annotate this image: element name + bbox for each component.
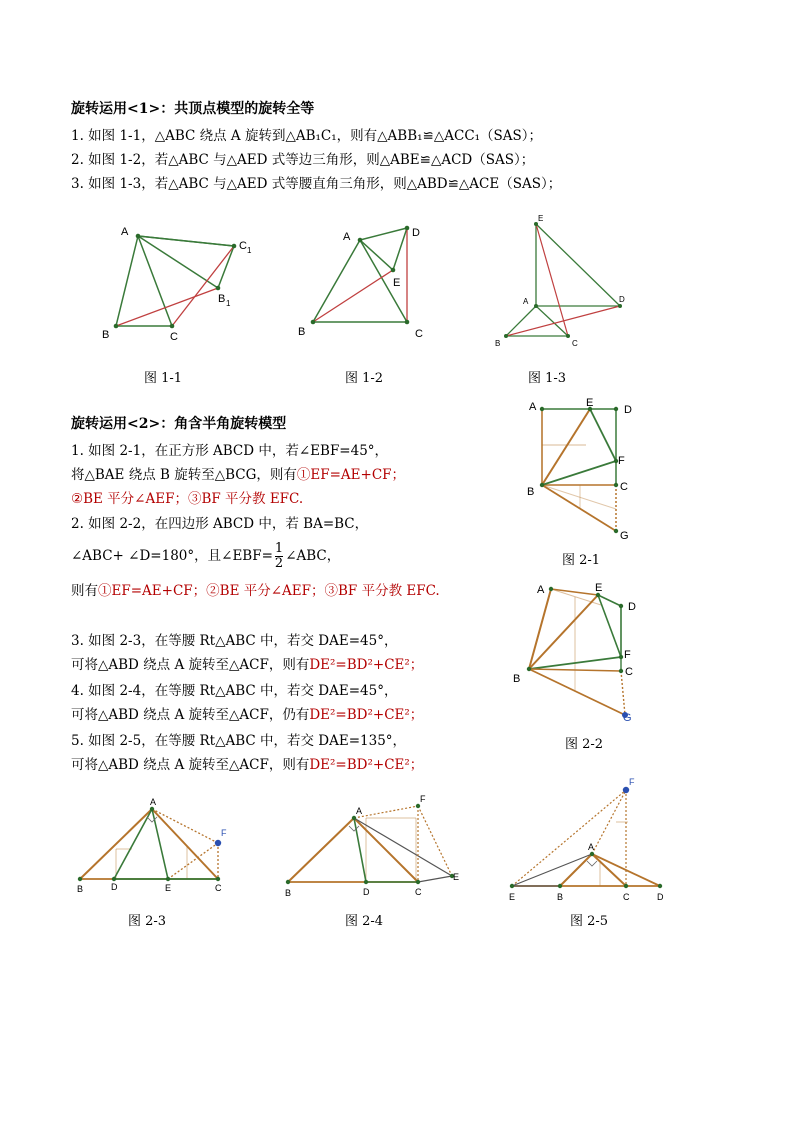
fig25-label-d: D [657,892,664,902]
fig11-label-c: C [170,331,178,343]
fig21-label-d: D [624,404,632,416]
fig21-label-b: B [527,486,535,498]
fig23-label-a: A [150,797,157,807]
fig11-label-b1-sub: 1 [226,299,231,308]
fig24-label-a: A [356,806,363,816]
section1-title: 旋转运用<1>：共顶点模型的旋转全等 [71,101,315,117]
fig12-label-d: D [412,227,420,239]
figure-1-1 [100,220,260,350]
fig25-label-f: F [629,777,635,787]
fig13-label-b: B [495,339,501,348]
caption-fig-1-2: 图 1-2 [345,371,384,386]
section1-item-3: 3. 如图 1-3，若△ABC 与△AED 式等腰直角三角形，则△ABD≌△ACE（SAS）； [71,176,562,192]
fig22-label-g: G [623,712,632,724]
section2-item-4b [71,707,423,723]
fig11-label-a: A [121,226,129,238]
fig23-label-d: D [111,882,118,892]
caption-fig-2-2: 图 2-2 [565,737,604,752]
item-5b-text: 可将△ABD 绕点 A 旋转至△ACF，则有 [71,757,310,773]
section2-item-1c: ②BE 平分∠AEF；③BF 平分教 EFC. [71,491,304,507]
fig25-label-c: C [623,892,630,902]
caption-fig-2-3: 图 2-3 [128,914,167,929]
fig13-label-c: C [572,339,578,348]
fig22-label-b: B [513,673,521,685]
fig23-label-f: F [221,828,227,838]
fig11-label-b1: B [218,293,226,305]
item-2c-red: ①EF=AE+CF；②BE 平分∠AEF；③BF 平分教 EFC. [98,583,440,599]
caption-fig-1-1: 图 1-1 [144,371,183,386]
section2-item-5b [71,757,423,773]
item-1b-red: ①EF=AE+CF； [296,467,406,483]
figure-1-3 [492,212,632,352]
fig21-label-a: A [529,401,537,413]
fig21-label-c: C [620,481,628,493]
item-5b-red: DE²=BD²+CE²； [309,757,424,773]
caption-fig-1-3: 图 1-3 [528,371,567,386]
fig11-label-c1: C [239,240,247,252]
fig12-label-b: B [298,326,306,338]
fig13-label-e: E [538,214,544,223]
fig11-label-c1-sub: 1 [247,246,252,255]
section2-item-1a: 1. 如图 2-1，在正方形 ABCD 中，若∠EBF=45°， [71,443,389,459]
section1-item-2: 2. 如图 1-2，若△ABC 与△AED 式等边三角形，则△ABE≌△ACD（SAS）； [71,152,535,168]
fig23-label-e: E [165,883,172,893]
fig25-label-e: E [509,892,516,902]
fig22-label-d: D [628,601,636,613]
fig24-label-f: F [420,794,426,804]
figure-2-2 [505,575,655,725]
section2-item-5a: 5. 如图 2-5，在等腰 Rt△ABC 中，若交 DAE=135°， [71,733,407,749]
fig24-label-b: B [285,888,292,898]
figure-2-4 [280,790,470,905]
caption-fig-2-4: 图 2-4 [345,914,384,929]
frac-den: 2 [274,556,284,571]
section2-item-3b [71,657,423,673]
item-4b-red: DE²=BD²+CE²； [309,707,424,723]
caption-fig-2-1: 图 2-1 [562,553,601,568]
fig22-label-a: A [537,584,545,596]
item-2b-pre: ∠ABC+ ∠D=180°，且∠EBF= [71,548,273,564]
section2-item-4a: 4. 如图 2-4，在等腰 Rt△ABC 中，若交 DAE=45°， [71,683,398,699]
half-fraction [275,542,283,571]
fig22-label-f: F [624,649,631,661]
fig12-label-a: A [343,231,351,243]
fig24-label-e: E [453,872,460,882]
figure-2-3 [72,795,242,900]
fig21-label-f: F [618,455,625,467]
fig21-label-e: E [586,397,594,409]
fig23-label-c: C [215,883,222,893]
fig24-label-c: C [415,887,422,897]
fig25-label-b: B [557,892,564,902]
section2-item-1b [71,467,405,483]
item-3b-red: DE²=BD²+CE²； [309,657,424,673]
section2-item-2b [71,540,340,572]
figure-2-1 [520,395,650,545]
item-2c-pre: 则有 [71,583,98,599]
fig21-label-g: G [620,530,629,542]
fig12-label-e: E [393,277,401,289]
figure-1-2 [295,220,435,340]
item-4b-text: 可将△ABD 绕点 A 旋转至△ACF，仍有 [71,707,310,723]
item-1b-text: 将△BAE 绕点 B 旋转至△BCG，则有 [71,467,297,483]
fig22-label-e: E [595,582,603,594]
section2-item-3a: 3. 如图 2-3，在等腰 Rt△ABC 中，若交 DAE=45°， [71,633,398,649]
section2-title: 旋转运用<2>：角含半角旋转模型 [71,416,287,432]
fig13-label-d: D [619,295,625,304]
fig24-label-d: D [363,887,370,897]
caption-fig-2-5: 图 2-5 [570,914,609,929]
fig25-label-a: A [588,842,595,852]
fig11-label-b: B [102,329,110,341]
fig12-label-c: C [415,328,423,340]
item-2b-post: ∠ABC， [285,548,341,564]
figure-2-5 [500,772,675,907]
section2-item-2c [71,583,440,599]
item-3b-text: 可将△ABD 绕点 A 旋转至△ACF，则有 [71,657,310,673]
fig13-label-a: A [523,297,529,306]
frac-num: 1 [274,541,284,556]
fig22-label-c: C [625,666,633,678]
fig23-label-b: B [77,884,84,894]
section2-item-2a: 2. 如图 2-2，在四边形 ABCD 中，若 BA=BC， [71,516,369,532]
section1-item-1: 1. 如图 1-1，△ABC 绕点 A 旋转到△AB₁C₁，则有△ABB₁≌△ACC₁（SAS）； [71,128,543,144]
